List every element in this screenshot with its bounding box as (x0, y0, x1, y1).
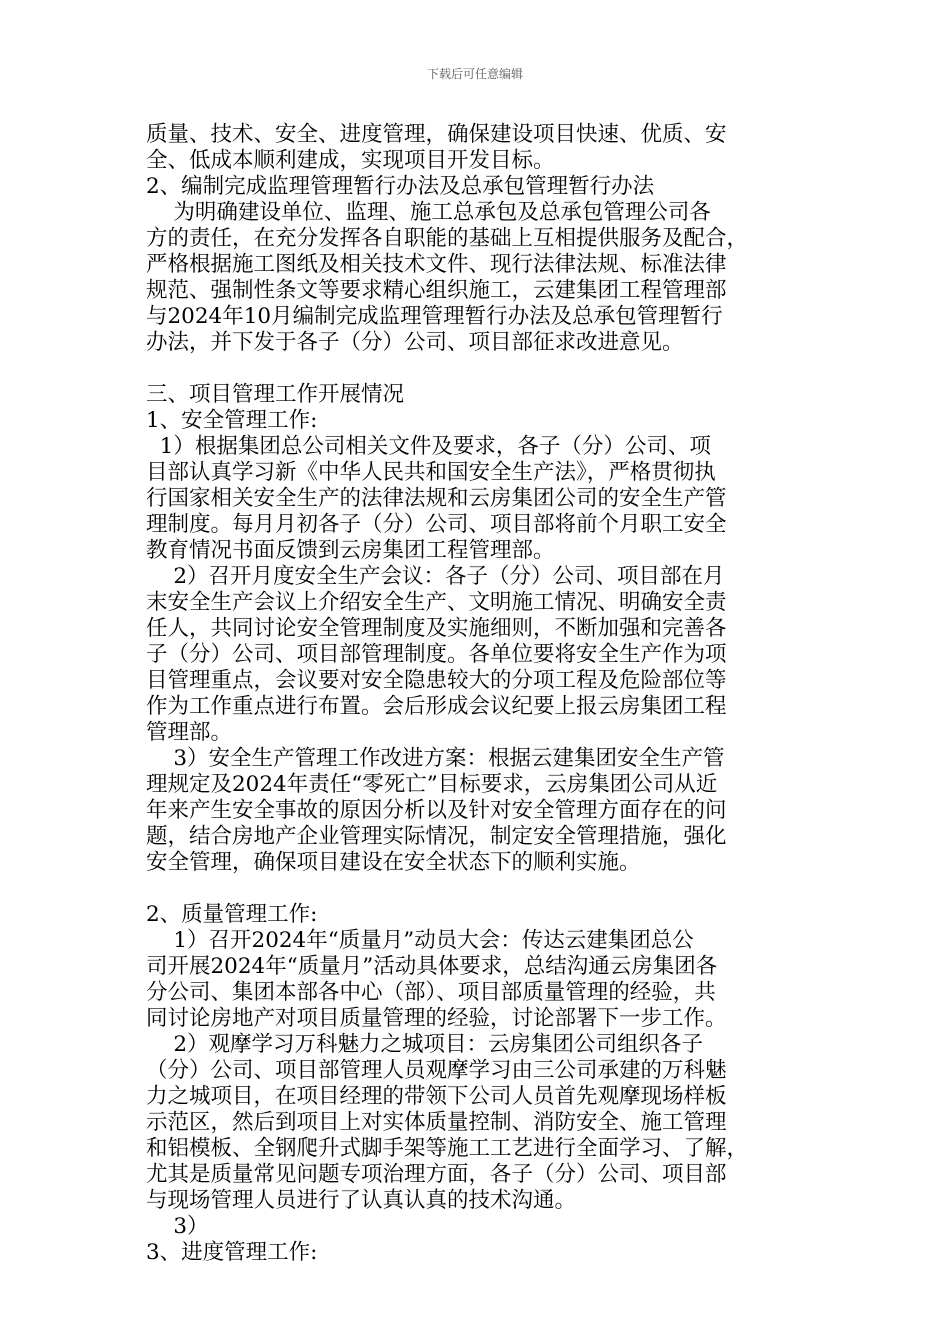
text-line: 理制度。每月月初各子（分）公司、项目部将前个月职工安全 (146, 512, 727, 537)
text-line: 子（分）公司、项目部管理制度。各单位要将安全生产作为项 (146, 642, 727, 667)
subsection-heading: 2、质量管理工作: (146, 902, 318, 927)
header-note: 下载后可任意编辑 (426, 67, 523, 81)
text-line: 尤其是质量常见问题专项治理方面，各子（分）公司、项目部 (146, 1162, 727, 1187)
text-line: 3） (146, 1214, 209, 1239)
text-line: 方的责任，在充分发挥各自职能的基础上互相提供服务及配合， (146, 226, 749, 251)
text-line: 质量、技术、安全、进度管理，确保建设项目快速、优质、安 (146, 122, 727, 147)
text-line: 管理部。 (146, 720, 233, 745)
text-line: 2）召开月度安全生产会议：各子（分）公司、项目部在月 (146, 564, 725, 589)
subsection-heading: 1、安全管理工作: (146, 408, 318, 433)
text-line: 同讨论房地产对项目质量管理的经验，讨论部署下一步工作。 (146, 1006, 727, 1031)
text-line: 目部认真学习新《中华人民共和国安全生产法》，严格贯彻执 (146, 460, 716, 485)
text-line: 1）根据集团总公司相关文件及要求，各子（分）公司、项 (146, 434, 711, 459)
text-line: 3）安全生产管理工作改进方案：根据云建集团安全生产管 (146, 746, 725, 771)
blank-line (146, 876, 836, 902)
text-line: 作为工作重点进行布置。会后形成会议纪要上报云房集团工程 (146, 694, 727, 719)
section-heading: 2、编制完成监理管理暂行办法及总承包管理暂行办法 (146, 174, 655, 199)
text-line: 与现场管理人员进行了认真认真的技术沟通。 (146, 1188, 577, 1213)
text-line: 教育情况书面反馈到云房集团工程管理部。 (146, 538, 555, 563)
text-line: 办法，并下发于各子（分）公司、项目部征求改进意见。 (146, 330, 684, 355)
text-line: 与2024年10月编制完成监理管理暂行办法及总承包管理暂行 (146, 304, 723, 329)
text-line: 末安全生产会议上介绍安全生产、文明施工情况、明确安全责 (146, 590, 727, 615)
text-line: 严格根据施工图纸及相关技术文件、现行法律法规、标准法律 (146, 252, 727, 277)
text-line: 示范区，然后到项目上对实体质量控制、消防安全、施工管理 (146, 1110, 727, 1135)
text-line: 任人，共同讨论安全管理制度及实施细则，不断加强和完善各 (146, 616, 727, 641)
text-line: 年来产生安全事故的原因分析以及针对安全管理方面存在的问 (146, 798, 727, 823)
text-line: 司开展2024年“质量月”活动具体要求，总结沟通云房集团各 (146, 954, 718, 979)
text-line: 和铝模板、全钢爬升式脚手架等施工工艺进行全面学习、了解， (146, 1136, 749, 1161)
document-body (146, 122, 836, 1266)
text-line: 为明确建设单位、监理、施工总承包及总承包管理公司各 (146, 200, 711, 225)
text-line: （分）公司、项目部管理人员观摩学习由三公司承建的万科魅 (146, 1058, 727, 1083)
text-line: 目管理重点，会议要对安全隐患较大的分项工程及危险部位等 (146, 668, 727, 693)
text-line: 题，结合房地产企业管理实际情况，制定安全管理措施，强化 (146, 824, 727, 849)
text-line: 安全管理，确保项目建设在安全状态下的顺利实施。 (146, 850, 641, 875)
blank-line (146, 356, 836, 382)
text-line: 理规定及2024年责任“零死亡”目标要求，云房集团公司从近 (146, 772, 718, 797)
text-line: 分公司、集团本部各中心（部）、项目部质量管理的经验，共 (146, 980, 716, 1005)
subsection-heading: 3、进度管理工作: (146, 1240, 318, 1265)
text-line: 规范、强制性条文等要求精心组织施工，云建集团工程管理部 (146, 278, 727, 303)
section-heading: 三、项目管理工作开展情况 (146, 382, 405, 407)
text-line: 力之城项目，在项目经理的带领下公司人员首先观摩现场样板 (146, 1084, 727, 1109)
text-line: 行国家相关安全生产的法律法规和云房集团公司的安全生产管 (146, 486, 727, 511)
text-line: 2）观摩学习万科魅力之城项目：云房集团公司组织各子 (146, 1032, 704, 1057)
text-line: 1）召开2024年“质量月”动员大会：传达云建集团总公 (146, 928, 694, 953)
text-line: 全、低成本顺利建成，实现项目开发目标。 (146, 148, 555, 173)
